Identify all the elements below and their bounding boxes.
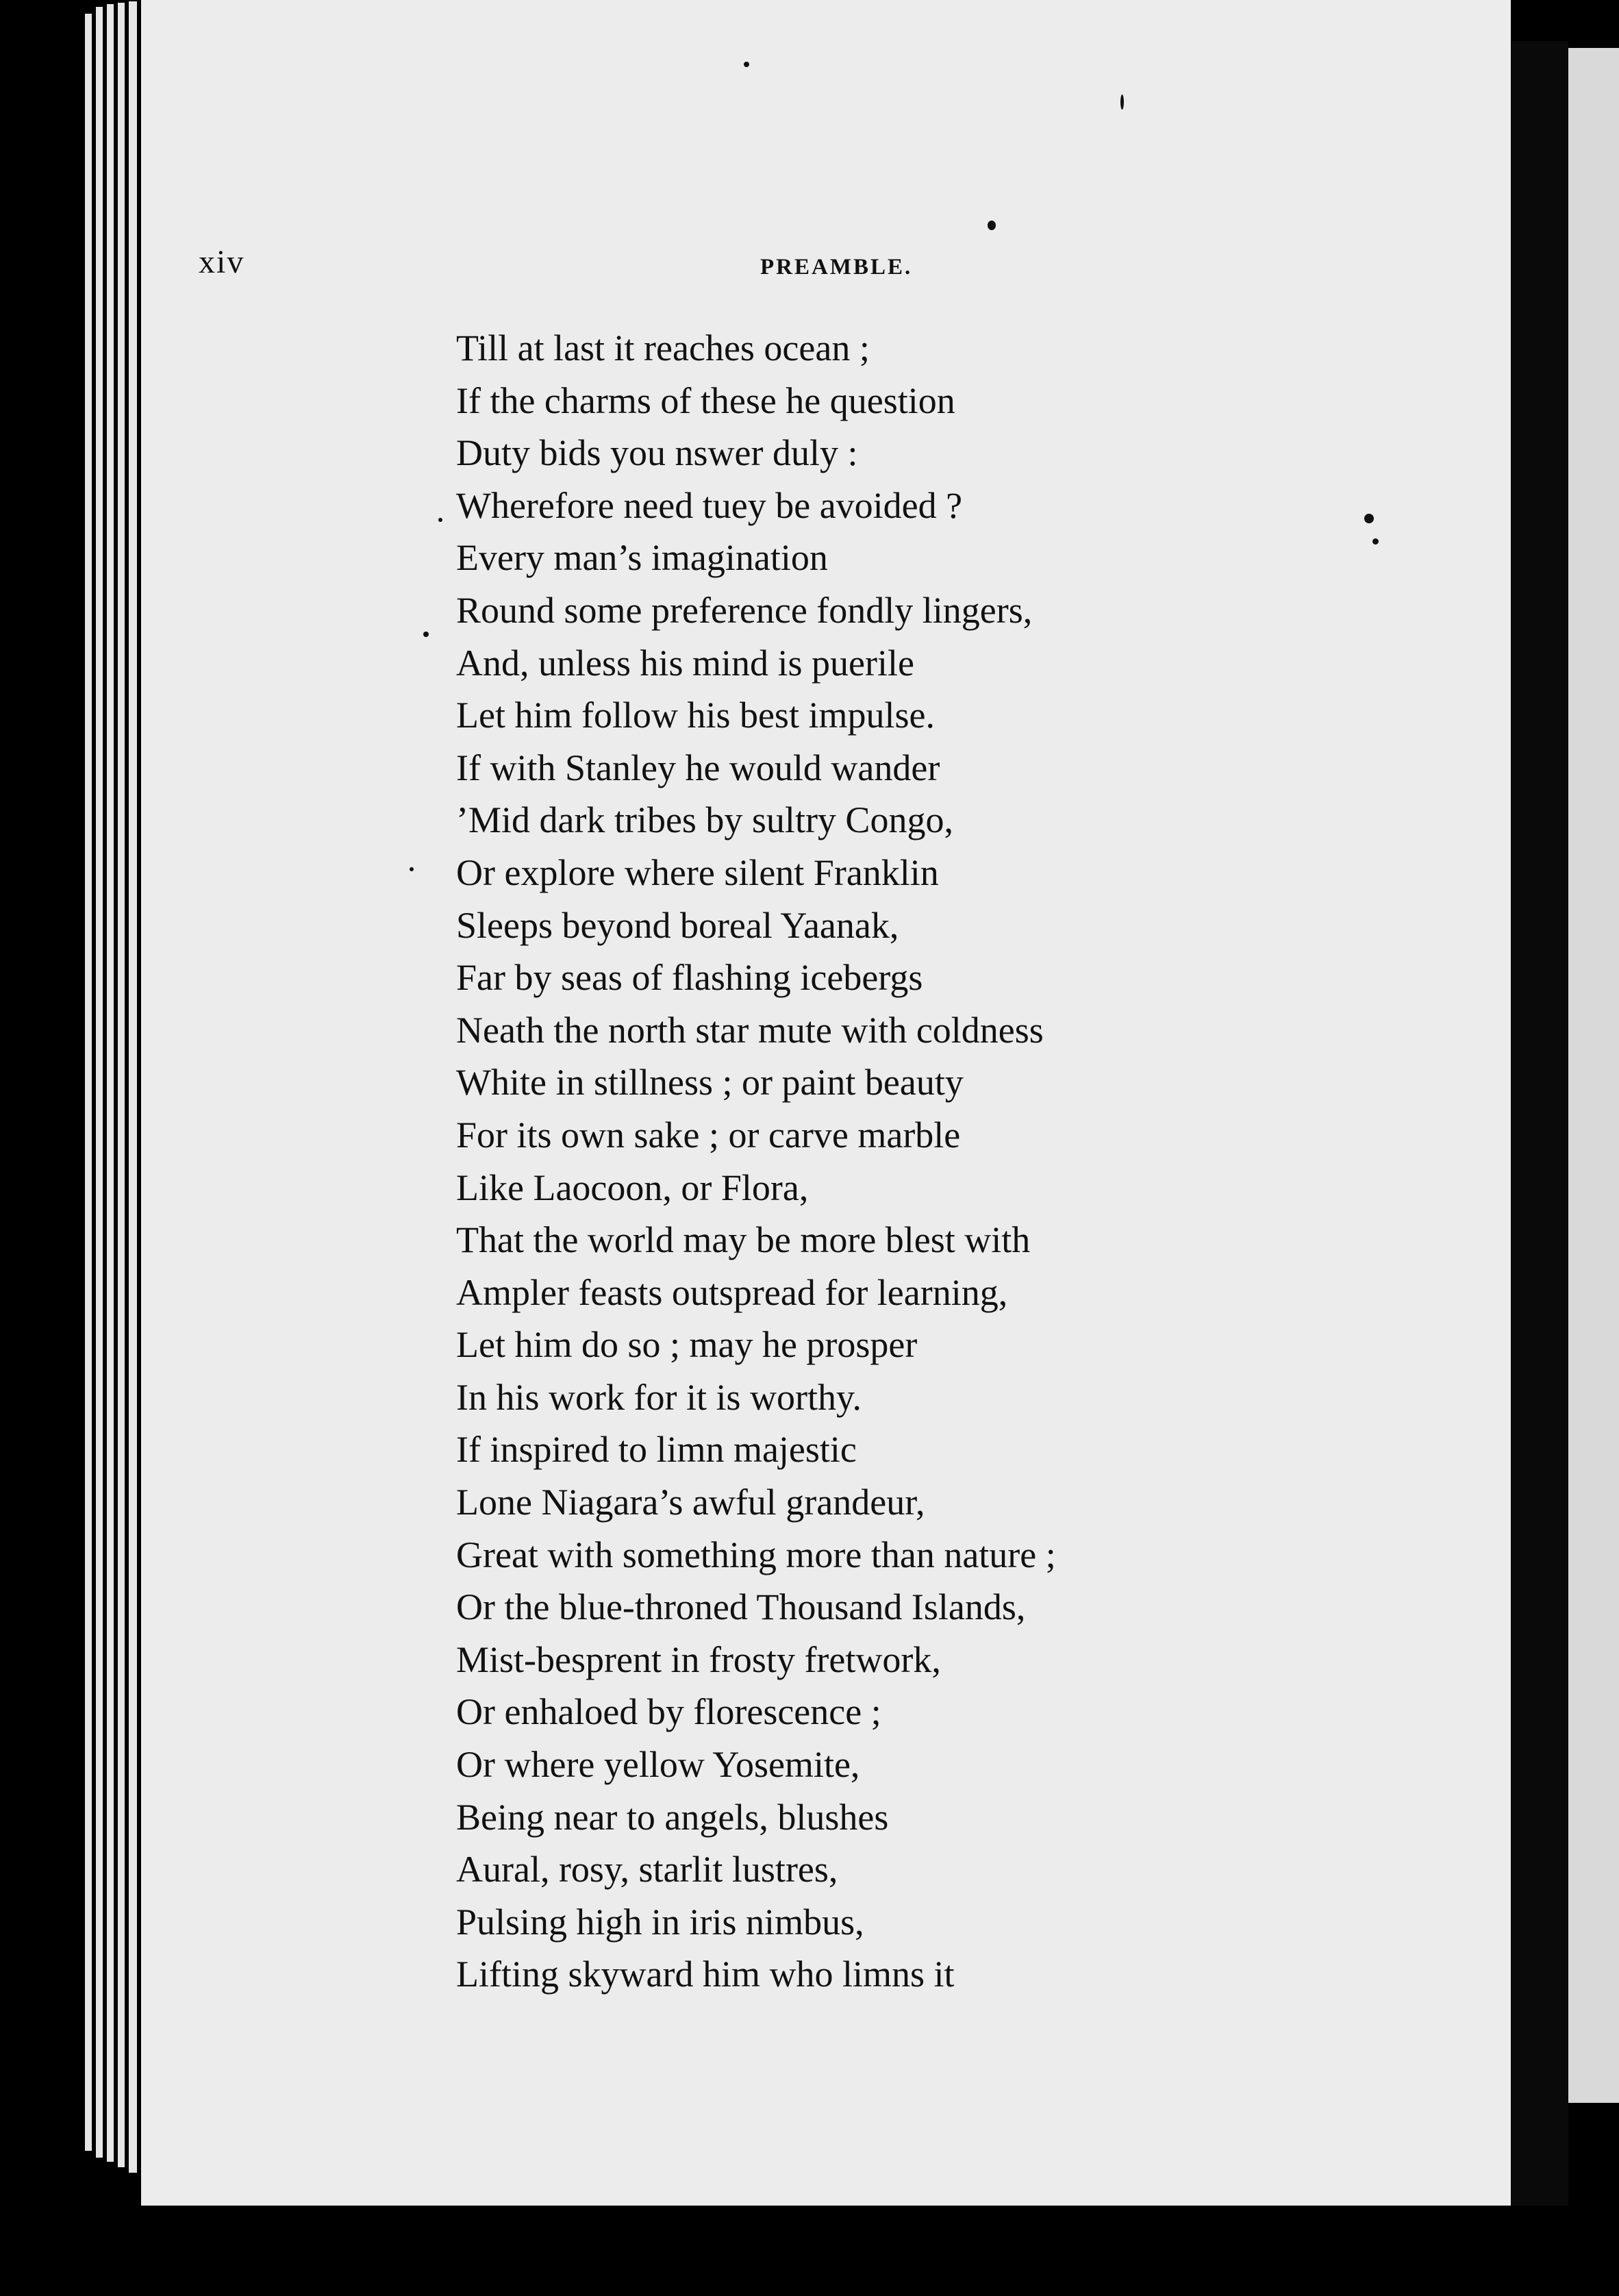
poem-line: That the world may be more blest with (456, 1219, 1031, 1261)
poem-line: In his work for it is worthy. (456, 1376, 862, 1418)
poem-line: Ampler feasts outspread for learning, (456, 1271, 1008, 1313)
scan-speck (1364, 514, 1374, 523)
poem-line: Being near to angels, blushes (456, 1796, 889, 1838)
poem-line: Every man’s imagination (456, 537, 828, 579)
poem-line: Wherefore need tuey be avoided ? (456, 484, 963, 526)
poem-line: Mist-besprent in frosty fretwork, (456, 1638, 941, 1680)
running-head: PREAMBLE. (760, 255, 913, 279)
poem-line: Like Laocoon, or Flora, (456, 1166, 809, 1208)
poem-line: Till at last it reaches ocean ; (456, 327, 870, 369)
poem-line: And, unless his mind is puerile (456, 642, 914, 684)
poem-text (456, 322, 1429, 2001)
poem-line: If with Stanley he would wander (456, 747, 940, 788)
page-edge (129, 1, 137, 2173)
binding-shadow (1511, 41, 1568, 2206)
poem-line: Round some preference fondly lingers, (456, 589, 1033, 631)
poem-line: Duty bids you nswer duly : (456, 432, 858, 474)
scan-speck (744, 62, 749, 67)
poem-line: Great with something more than nature ; (456, 1534, 1056, 1575)
poem-line: Far by seas of flashing icebergs (456, 957, 923, 999)
poem-line: Lone Niagara’s awful grandeur, (456, 1482, 925, 1523)
scan-speck (438, 518, 442, 522)
poem-line: Pulsing high in iris nimbus, (456, 1901, 864, 1943)
scan-speck (423, 632, 429, 637)
page-edge (118, 3, 125, 2167)
poem-line: White in stillness ; or paint beauty (456, 1062, 964, 1103)
poem-line: Aural, rosy, starlit lustres, (456, 1849, 838, 1891)
poem-line: Or enhaloed by florescence ; (456, 1691, 881, 1733)
poem-line: Or the blue-throned Thousand Islands, (456, 1586, 1026, 1628)
page-number: xiv (199, 244, 245, 280)
page-edge (96, 7, 103, 2158)
scan-speck (988, 221, 996, 230)
poem-line: Or explore where silent Franklin (456, 851, 939, 893)
scan-speck (1372, 538, 1379, 545)
poem-line: If inspired to limn majestic (456, 1429, 857, 1471)
poem-line: If the charms of these he question (456, 379, 955, 421)
poem-line: ’Mid dark tribes by sultry Congo, (456, 799, 953, 841)
poem-line: Let him follow his best impulse. (456, 695, 935, 736)
poem-line: Let him do so ; may he prosper (456, 1324, 918, 1366)
poem-line: Neath the north star mute with coldness (456, 1009, 1044, 1051)
scan-speck (1120, 95, 1124, 110)
page-edge (107, 4, 114, 2162)
facing-page-edge (1568, 48, 1619, 2103)
page-edge (85, 14, 92, 2151)
poem-line: Sleeps beyond boreal Yaanak, (456, 904, 899, 946)
poem-line: Lifting skyward him who limns it (456, 1954, 955, 1995)
scan-speck (410, 867, 414, 871)
poem-line: For its own sake ; or carve marble (456, 1114, 961, 1156)
poem-line: Or where yellow Yosemite, (456, 1744, 860, 1786)
